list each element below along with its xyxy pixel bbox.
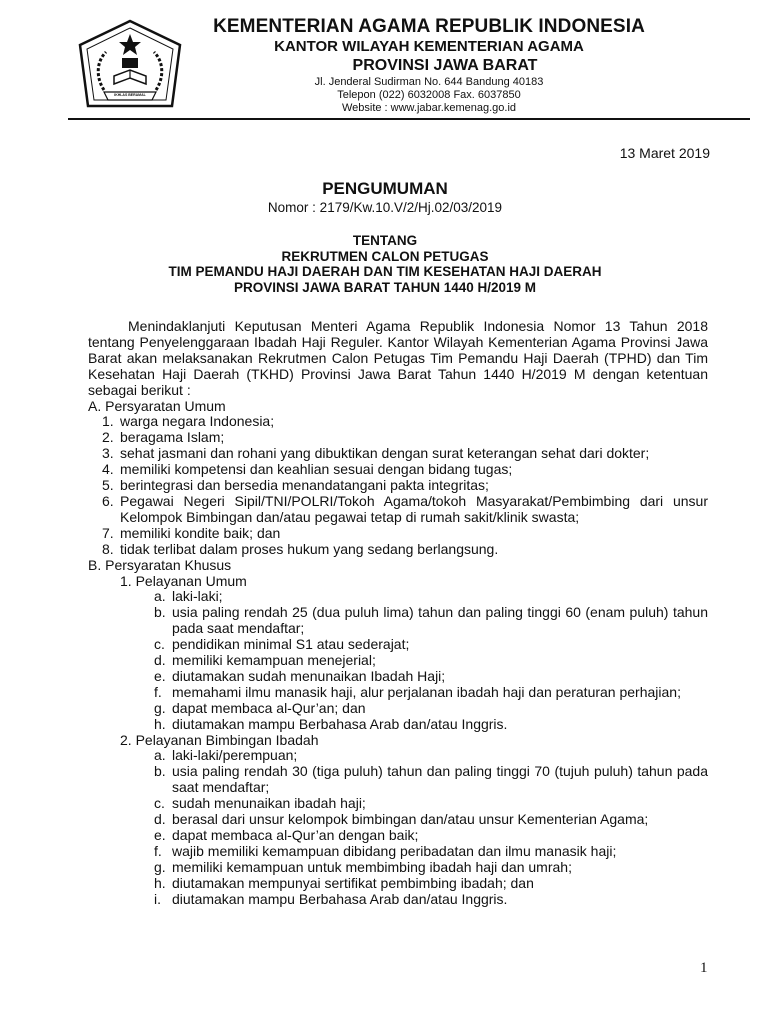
list-item: 6. Pegawai Negeri Sipil/TNI/POLRI/Tokoh Agama/tokoh Masyarakat/Pembimbing dari unsur Kelompok Bimbingan dan/atau pegawai tetap di rumah sakit/klinik swasta; (102, 492, 708, 525)
document-date: 13 Maret 2019 (619, 145, 710, 161)
list-item: 5. berintegrasi dan bersedia menandatangani pakta integritas; (102, 477, 489, 494)
subsection-general-service: 1. Pelayanan Umum a. laki-laki; b. usia paling rendah 25 (dua puluh lima) tahun dan paling tinggi 60 (enam puluh) tahun pada saat mendaftar; c. pendidikan minimal S1 atau sederajat; d. memiliki kemampuan menejerial; e. diutamakan sudah menunaikan Ibadah Haji; f. memahami ilmu manasik haji, alur perjalanan ibadah haji dan peraturan perhajian; g. dapat membaca al-Qur’an; dan h. diutamakan mampu Berbahasa Arab dan/atau Inggris. (120, 572, 708, 732)
list-item: 7. memiliki kondite baik; dan (102, 524, 281, 541)
list-item: 4. memiliki kompetensi dan keahlian sesuai dengan bidang tugas; (102, 461, 513, 478)
office-phone: Telepon (022) 6032008 Fax. 6037850 (337, 89, 521, 101)
document-subject (90, 233, 680, 295)
list-item: a. laki-laki; (154, 588, 223, 605)
ministry-name: KEMENTERIAN AGAMA REPUBLIK INDONESIA (213, 16, 645, 37)
letterhead-divider (68, 118, 750, 120)
list-item: b. usia paling rendah 30 (tiga puluh) tahun dan paling tinggi 70 (tujuh puluh) tahun pada saat mendaftar; (154, 763, 708, 796)
general-requirements-list (88, 414, 708, 557)
list-item: 3. sehat jasmani dan rohani yang dibuktikan dengan surat keterangan sehat dari dokter; (102, 445, 650, 462)
subsection-worship-guidance: 2. Pelayanan Bimbingan Ibadah a. laki-laki/perempuan; b. usia paling rendah 30 (tiga puluh) tahun dan paling tinggi 70 (tujuh puluh) tahun pada saat mendaftar; c. sudah menunaikan ibadah haji; d. berasal dari unsur kelompok bimbingan dan/atau unsur Kementerian Agama; e. dapat membaca al-Qur’an dengan baik; f. wajib memiliki kemampuan dibidang peribadatan dan ilmu manasik haji; g. memiliki kemampuan untuk membimbing ibadah haji dan umrah; h. diutamakan mempunyai sertifikat pembimbing ibadah; dan i. diutamakan mampu Berbahasa Arab dan/atau Inggris. (120, 731, 708, 907)
logo-ribbon-text: IKHLAS BERAMAL (114, 93, 146, 97)
list-item: e. dapat membaca al-Qur’an dengan baik; (154, 827, 419, 843)
page-number: 1 (700, 960, 708, 976)
list-item: f. wajib memiliki kemampuan dibidang peribadatan dan ilmu manasik haji; (154, 842, 617, 859)
list-item: a. laki-laki/perempuan; (154, 747, 298, 764)
list-item: g. memiliki kemampuan untuk membimbing ibadah haji dan umrah; (154, 858, 572, 875)
list-item: h. diutamakan mampu Berbahasa Arab dan/atau Inggris. (154, 715, 508, 732)
list-item: i. diutamakan mampu Berbahasa Arab dan/atau Inggris. (154, 890, 508, 907)
intro-paragraph: Menindaklanjuti Keputusan Menteri Agama Republik Indonesia Nomor 13 Tahun 2018 tentang Penyelenggaraan Ibadah Haji Reguler. Kantor Wilayah Kementerian Agama Provinsi Jawa Barat akan melaksanakan Rekrutmen Calon Petugas Tim Pemandu Haji Daerah (TPHD) dan Tim Kesehatan Haji Daerah (TKHD) Provinsi Jawa Barat Tahun 1440 H/2019 M dengan ketentuan sebagai berikut : (88, 318, 708, 398)
list-item: 2. beragama Islam; (102, 429, 225, 446)
letterhead (212, 16, 646, 115)
list-item: e. diutamakan sudah menunaikan Ibadah Haji; (154, 667, 446, 684)
list-item: b. usia paling rendah 25 (dua puluh lima) tahun dan paling tinggi 60 (enam puluh) tahun pada saat mendaftar; (154, 604, 708, 637)
list-item: d. berasal dari unsur kelompok bimbingan dan/atau unsur Kementerian Agama; (154, 811, 649, 828)
document-title: PENGUMUMAN (322, 179, 448, 198)
subject-line: PROVINSI JAWA BARAT TAHUN 1440 H/2019 M (233, 279, 537, 295)
document-number: Nomor : 2179/Kw.10.V/2/Hj.02/03/2019 (267, 200, 503, 215)
document-body (88, 319, 708, 908)
list-item: f. memahami ilmu manasik haji, alur perjalanan ibadah haji dan peraturan perhajian; (154, 683, 681, 700)
list-item: 8. tidak terlibat dalam proses hukum yang sedang berlangsung. (102, 540, 499, 557)
document-title-block (90, 178, 680, 216)
list-item: c. pendidikan minimal S1 atau sederajat; (154, 636, 410, 653)
worship-guidance-items (152, 748, 708, 907)
specific-requirements-list (88, 574, 708, 908)
province-name: PROVINSI JAWA BARAT (352, 57, 538, 74)
list-item: d. memiliki kemampuan menejerial; (154, 652, 376, 669)
subject-line: TENTANG (352, 233, 418, 248)
subject-line: TIM PEMANDU HAJI DAERAH DAN TIM KESEHATAN HAJI DAERAH (168, 264, 602, 279)
general-service-items (152, 589, 708, 732)
list-item: c. sudah menunaikan ibadah haji; (154, 795, 366, 812)
office-website: Website : www.jabar.kemenag.go.id (341, 102, 517, 114)
list-item: g. dapat membaca al-Qur’an; dan (154, 699, 366, 716)
subject-line: REKRUTMEN CALON PETUGAS (281, 248, 489, 264)
section-b-heading: B. Persyaratan Khusus (88, 556, 232, 573)
section-a-heading: A. Persyaratan Umum (88, 397, 226, 414)
kemenag-emblem-logo (74, 18, 186, 114)
office-name: KANTOR WILAYAH KEMENTERIAN AGAMA (274, 38, 584, 55)
list-item: 1. warga negara Indonesia; (102, 413, 275, 430)
list-item: h. diutamakan mempunyai sertifikat pembimbing ibadah; dan (154, 874, 534, 891)
office-address: Jl. Jenderal Sudirman No. 644 Bandung 40183 (314, 76, 544, 88)
